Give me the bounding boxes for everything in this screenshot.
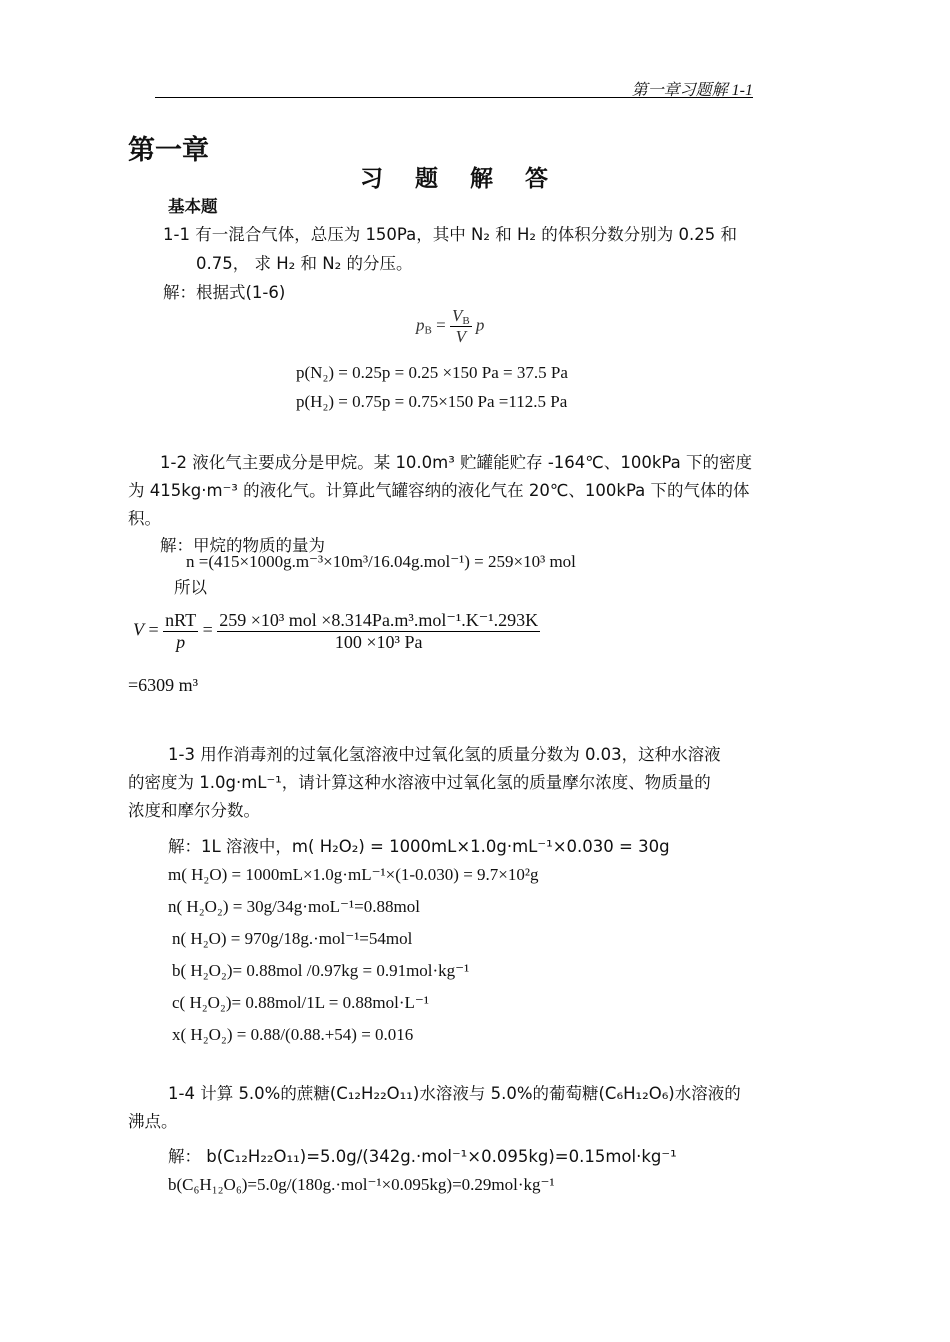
header-rule	[155, 97, 753, 98]
eq-den2: 100 ×10³ Pa	[334, 632, 423, 652]
p3-s7: x( H₂O₂) = 0.88/(0.88.+54) = 0.016	[172, 1025, 414, 1044]
formula-rhs: p	[475, 315, 485, 335]
eq-den1: p	[176, 632, 186, 652]
p2-equation: V = $\frac{\text{nRT}}{p}$ = $\frac{\text{259 ×10³ mol ×8.314Pa.m³.mol⁻¹.K⁻¹.293K}}{\text{100 ×10³ Pa}}$	[133, 610, 539, 652]
p1-question-line2: 0.75， 求 H₂ 和 N₂ 的分压。	[196, 254, 413, 273]
chapter-title: 第一章	[128, 135, 209, 166]
p4-line2: 沸点。	[128, 1112, 178, 1131]
p2-line3: 积。	[128, 509, 161, 528]
p3-line1: 1-3 用作消毒剂的过氧化氢溶液中过氧化氢的质量分数为 0.03，这种水溶液	[168, 745, 721, 764]
p2-sol1: 解：甲烷的物质的量为	[160, 536, 325, 555]
p3-s4: n( H₂O) = 970g/18g.·mol⁻¹=54mol	[172, 929, 413, 948]
formula-lhs-sub: B	[424, 324, 432, 337]
p3-line3: 浓度和摩尔分数。	[128, 801, 260, 820]
p1-calc2: p(H₂) = 0.75p = 0.75×150 Pa =112.5 Pa	[296, 392, 568, 411]
p2-sol3: 所以	[174, 578, 207, 597]
formula-denominator: V	[455, 327, 466, 346]
p4-s2: b(C₆H₁₂O₆)=5.0g/(180g.·mol⁻¹×0.095kg)=0.29mol·kg⁻¹	[168, 1175, 555, 1194]
section-title: 习 题 解 答	[359, 166, 561, 192]
p2-line2: 为 415kg·m⁻³ 的液化气。计算此气罐容纳的液化气在 20℃、100kPa 下的气体的体	[128, 481, 750, 500]
eq-fraction1	[163, 610, 198, 653]
eq-fraction2	[217, 610, 540, 653]
p1-solution-intro: 解：根据式(1-6)	[163, 283, 286, 302]
p3-line2: 的密度为 1.0g·mL⁻¹，请计算这种水溶液中过氧化氢的质量摩尔浓度、物质量的	[128, 773, 711, 792]
p1-calc1: p(N₂) = 0.25p = 0.25 ×150 Pa = 37.5 Pa	[296, 363, 568, 382]
p3-s6: c( H₂O₂)= 0.88mol/1L = 0.88mol·L⁻¹	[172, 993, 429, 1012]
p1-question-line1: 1-1 有一混合气体，总压为 150Pa，其中 N₂ 和 H₂ 的体积分数分别为 0.25 和	[163, 225, 737, 244]
p2-result: =6309 m³	[128, 675, 199, 695]
formula-numerator: V	[451, 306, 463, 325]
p2-sol2: n =(415×1000g.m⁻³×10m³/16.04g.mol⁻¹) = 259×10³ mol	[186, 552, 576, 571]
p3-s1: 解：1L 溶液中，m( H₂O₂) = 1000mL×1.0g·mL⁻¹×0.030 = 30g	[168, 837, 670, 856]
p4-line1: 1-4 计算 5.0%的蔗糖(C₁₂H₂₂O₁₁)水溶液与 5.0%的葡萄糖(C₆H₁₂O₆)水溶液的	[168, 1084, 741, 1103]
p1-formula: $p_B$ = $\frac{V_B}{V}$ p	[416, 306, 485, 346]
p3-s5: b( H₂O₂)= 0.88mol /0.97kg = 0.91mol·kg⁻¹	[172, 961, 470, 980]
eq-num1: nRT	[165, 610, 197, 630]
running-header: 第一章习题解 1-1	[631, 82, 753, 99]
p3-s2: m( H₂O) = 1000mL×1.0g·mL⁻¹×(1-0.030) = 9.7×10²g	[168, 865, 539, 884]
formula-fraction	[450, 306, 472, 347]
formula-num-sub: B	[462, 315, 470, 327]
eq-lhs: V	[133, 619, 144, 640]
p4-s1: 解： b(C₁₂H₂₂O₁₁)=5.0g/(342g.·mol⁻¹×0.095kg)=0.15mol·kg⁻¹	[168, 1147, 677, 1166]
p2-line1: 1-2 液化气主要成分是甲烷。某 10.0m³ 贮罐能贮存 -164℃、100kPa 下的密度	[160, 453, 752, 472]
p3-s3: n( H₂O₂) = 30g/34g·moL⁻¹=0.88mol	[168, 897, 420, 916]
formula-lhs: p	[416, 315, 425, 335]
eq-num2: 259 ×10³ mol ×8.314Pa.m³.mol⁻¹.K⁻¹.293K	[219, 610, 539, 630]
basic-label: 基本题	[168, 197, 218, 216]
